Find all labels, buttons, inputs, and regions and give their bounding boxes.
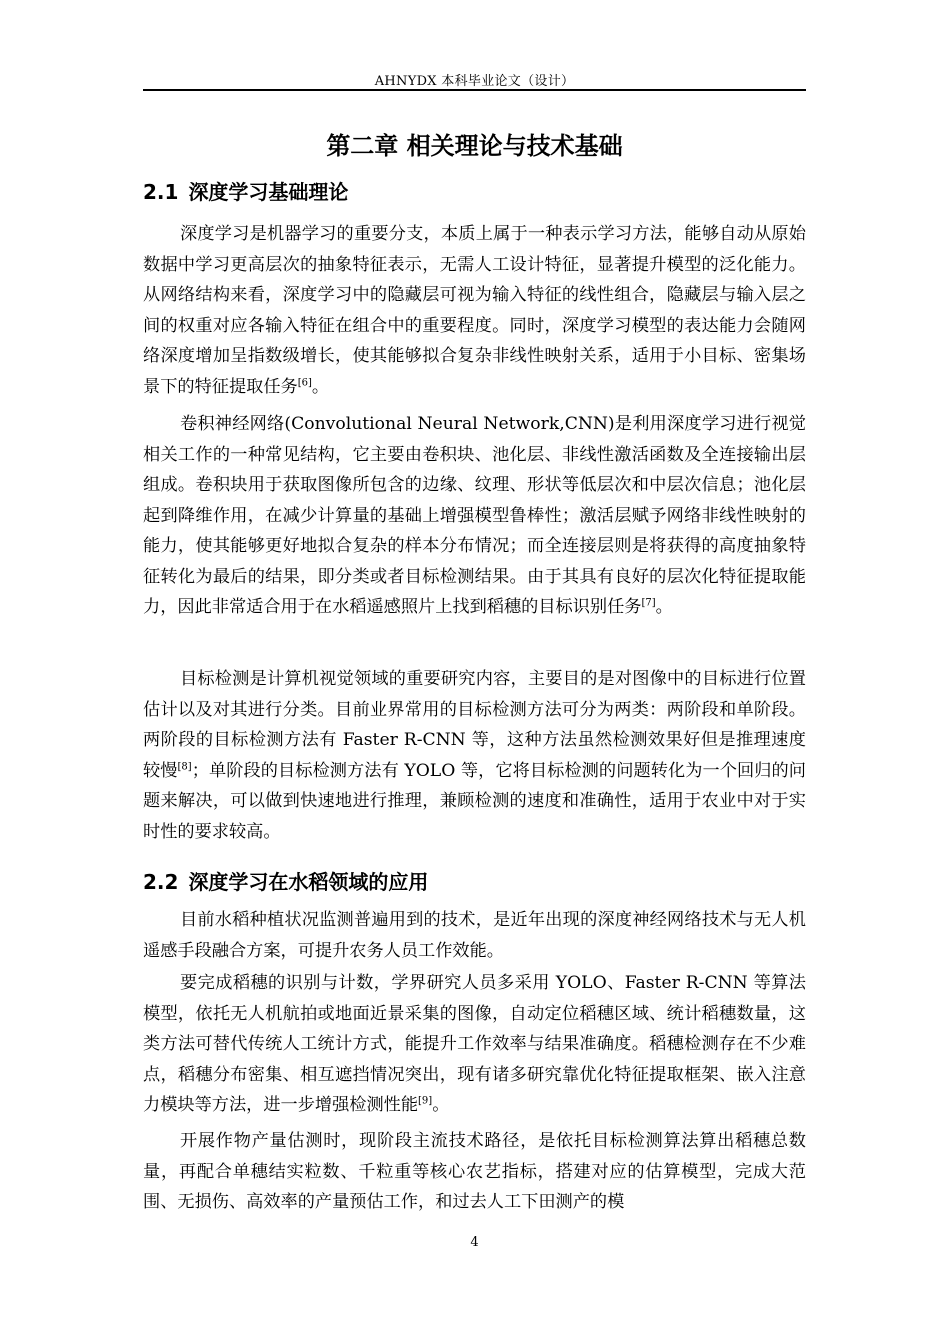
paragraph: [143, 219, 806, 402]
section-heading-2-1: [143, 176, 348, 205]
paragraph: [143, 1126, 806, 1218]
paragraph: [143, 664, 806, 847]
paragraph: [143, 905, 806, 966]
section-heading-2-2: [143, 866, 428, 895]
paragraph-end: 。: [655, 597, 673, 617]
paragraph-text: 卷积神经网络(Convolutional Neural Network,CNN)是利用深度学习进行视觉相关工作的一种常见结构，它主要由卷积块、池化层、非线性激活函数及全连接输出层组成。卷积块用于获取图像所包含的边缘、纹理、形状等低层次和中层次信息；池化层起到降维作用，在减少计算量的基础上增强模型鲁棒性；激活层赋予网络非线性映射的能力，使其能够更好地拟合复杂的样本分布情况；而全连接层则是将获得的高度抽象特征转化为最后的结果，即分类或者目标检测结果。由于其具有良好的层次化特征提取能力，因此非常适合用于在水稻遥感照片上找到稻穗的目标识别任务: [143, 414, 806, 617]
paragraph-end: ；单阶段的目标检测方法有 YOLO 等，它将目标检测的问题转化为一个回归的问题来解决，可以做到快速地进行推理，兼顾检测的速度和准确性，适用于农业中对于实时性的要求较高。: [143, 760, 806, 842]
citation: [9]: [418, 1095, 433, 1107]
paragraph: [143, 409, 806, 623]
section-title-text: 深度学习基础理论: [188, 180, 349, 204]
section-number: 2.2: [143, 870, 179, 894]
citation: [7]: [641, 597, 656, 609]
paragraph-text: 深度学习是机器学习的重要分支，本质上属于一种表示学习方法，能够自动从原始数据中学习更高层次的抽象特征表示，无需人工设计特征，显著提升模型的泛化能力。从网络结构来看，深度学习中的隐藏层可视为输入特征的线性组合，隐藏层与输入层之间的权重对应各输入特征在组合中的重要程度。同时，深度学习模型的表达能力会随网络深度增加呈指数级增长，使其能够拟合复杂非线性映射关系，适用于小目标、密集场景下的特征提取任务: [143, 224, 806, 397]
page-number: 4: [470, 1235, 479, 1250]
citation: [8]: [177, 760, 192, 772]
citation: [6]: [297, 376, 312, 388]
section-number: 2.1: [143, 180, 179, 204]
paragraph-text: 要完成稻穗的识别与计数，学界研究人员多采用 YOLO、Faster R-CNN 等算法模型，依托无人机航拍或地面近景采集的图像，自动定位稻穗区域、统计稻穗数量，这类方法可替代传统人工统计方式，能提升工作效率与结果准确度。稻穗检测存在不少难点，稻穗分布密集、相互遮挡情况突出，现有诸多研究靠优化特征提取框架、嵌入注意力模块等方法，进一步增强检测性能: [143, 973, 806, 1115]
paragraph-text: 目前水稻种植状况监测普遍用到的技术，是近年出现的深度神经网络技术与无人机遥感手段融合方案，可提升农务人员工作效能。: [143, 910, 806, 961]
paragraph: [143, 968, 806, 1121]
paragraph-end: 。: [311, 376, 330, 397]
header-rule: [143, 89, 806, 91]
paragraph-text: 开展作物产量估测时，现阶段主流技术路径，是依托目标检测算法算出稻穗总数量，再配合单穗结实粒数、千粒重等核心农艺指标，搭建对应的估算模型，完成大范围、无损伤、高效率的产量预估工作，和过去人工下田测产的模: [143, 1131, 806, 1212]
paragraph-text: 目标检测是计算机视觉领域的重要研究内容，主要目的是对图像中的目标进行位置估计以及对其进行分类。目前业界常用的目标检测方法可分为两类：两阶段和单阶段。两阶段的目标检测方法有 Faster R-CNN 等，这种方法虽然检测效果好但是推理速度较慢: [143, 669, 806, 781]
section-title-text: 深度学习在水稻领域的应用: [188, 870, 429, 894]
chapter-title: 第二章 相关理论与技术基础: [326, 132, 623, 160]
running-header: AHNYDX 本科毕业论文（设计）: [374, 74, 575, 89]
paragraph-end: 。: [432, 1095, 450, 1115]
